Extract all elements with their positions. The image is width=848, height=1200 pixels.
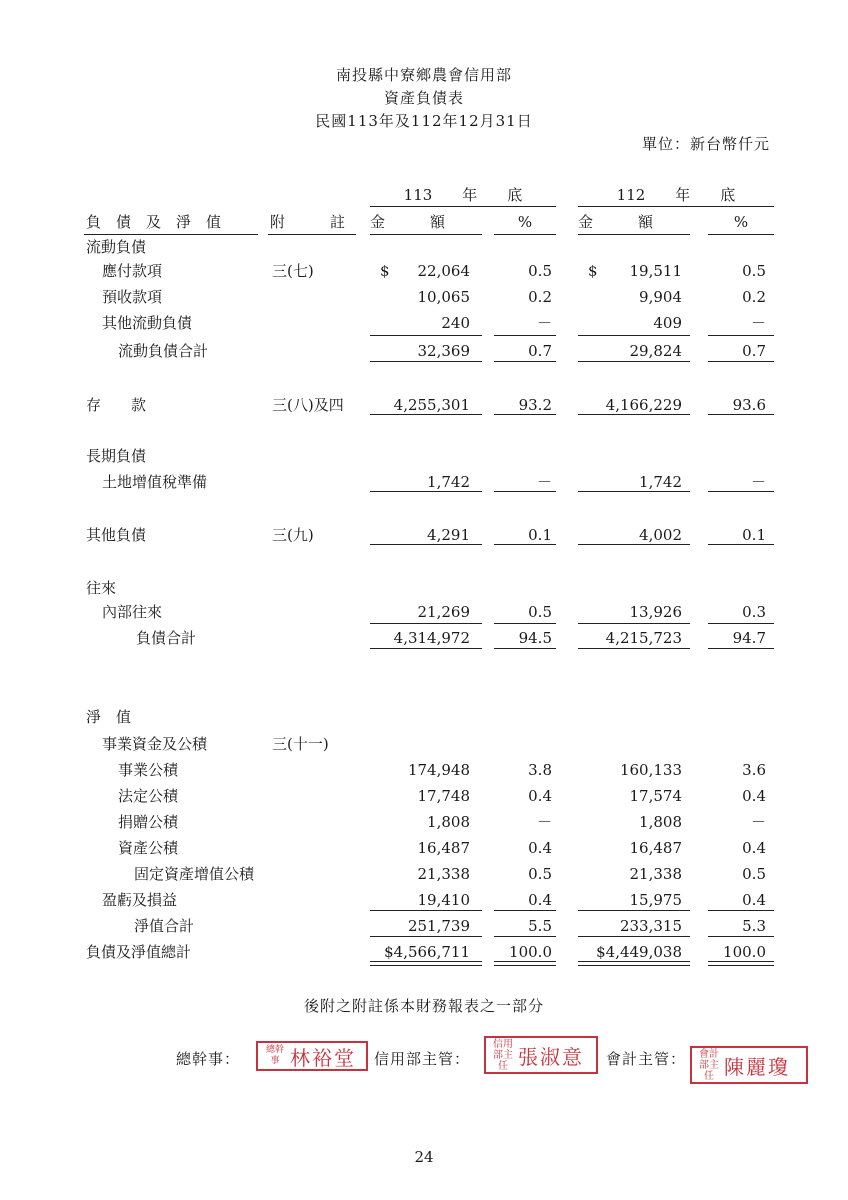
credit-head-label: 信用部主管： <box>374 1050 471 1068</box>
amount-112: 409 <box>653 314 682 332</box>
rule-equity-113-pct <box>494 910 556 911</box>
percent-113: 0.5 <box>528 262 552 280</box>
row-label: 資產公積 <box>118 839 179 857</box>
percent-113: 0.4 <box>528 891 552 909</box>
header-rule-note <box>268 234 356 235</box>
percent-113: 0.7 <box>528 342 552 360</box>
percent-113: 0.4 <box>528 839 552 857</box>
credit-head-name: 張淑意 <box>518 1044 584 1069</box>
row-label: 捐贈公積 <box>118 813 179 831</box>
rule-current-total-113-pct <box>494 361 556 362</box>
percent-112: 94.7 <box>732 629 766 647</box>
amount-112: 17,574 <box>629 787 682 805</box>
rule-other-113-pct <box>494 544 556 545</box>
rule-liab-total-112-pct <box>708 648 774 649</box>
accounting-head-label: 會計主管： <box>606 1050 687 1068</box>
row-label: 其他負債 <box>86 526 147 544</box>
rule-deposits-113 <box>370 414 482 415</box>
rule-current-total-112 <box>578 361 690 362</box>
rule-internal-113-pct <box>494 623 556 624</box>
amount-112: 233,315 <box>619 917 682 935</box>
credit-head-seal <box>484 1036 598 1074</box>
amount-113: 17,748 <box>417 787 470 805</box>
col-item-heading: 負 債 及 淨 值 <box>86 213 222 231</box>
double-rule-grand-113 <box>370 961 482 966</box>
rule-current-total-113 <box>370 361 482 362</box>
percent-113: 0.4 <box>528 787 552 805</box>
amount-112: 19,511 <box>629 262 682 280</box>
amount-112: 1,742 <box>639 473 682 491</box>
col-113-rule <box>370 206 556 207</box>
statement-title: 資產負債表 <box>383 89 464 107</box>
amount-112: $4,449,038 <box>596 943 682 961</box>
rule-liab-total-112 <box>578 648 690 649</box>
rule-liab-total-113-pct <box>494 648 556 649</box>
row-label: 流動負債 <box>86 238 147 256</box>
row-label: 預收款項 <box>102 288 163 306</box>
row-note: 三(十一) <box>272 735 329 753</box>
currency-symbol: $ <box>588 262 598 280</box>
amount-113: 174,948 <box>407 761 470 779</box>
col-112-pct-heading: % <box>733 213 749 231</box>
col-113-pct-heading: % <box>517 213 533 231</box>
amount-113: 22,064 <box>417 262 470 280</box>
row-note: 三(七) <box>272 262 314 280</box>
percent-113: 3.8 <box>528 761 552 779</box>
rule-equity-total-112 <box>578 936 690 937</box>
percent-112: － <box>750 813 766 831</box>
rule-other-113 <box>370 544 482 545</box>
percent-112: 0.7 <box>742 342 766 360</box>
header-rule-113-pct <box>494 234 556 235</box>
row-label: 淨 值 <box>86 708 132 726</box>
percent-113: － <box>536 813 552 831</box>
percent-112: 0.5 <box>742 262 766 280</box>
credit-head-seal-title: 信用部主任 <box>493 1038 513 1072</box>
unit-label: 單位：新台幣仟元 <box>641 135 770 153</box>
row-label: 往來 <box>86 579 117 597</box>
percent-113: 93.2 <box>518 396 552 414</box>
rule-ltl-112 <box>578 491 690 492</box>
rule-internal-112 <box>578 623 690 624</box>
row-label: 負債及淨值總計 <box>86 943 192 961</box>
header-rule-item <box>84 234 258 235</box>
col-note-heading: 附 註 <box>270 213 346 231</box>
amount-112: 29,824 <box>629 342 682 360</box>
row-note: 三(八)及四 <box>272 396 344 414</box>
row-label: 應付款項 <box>102 262 163 280</box>
amount-113: 1,742 <box>427 473 470 491</box>
accounting-head-name: 陳麗瓊 <box>724 1054 790 1079</box>
percent-113: 0.5 <box>528 865 552 883</box>
accounting-head-seal <box>690 1046 808 1084</box>
percent-112: 0.5 <box>742 865 766 883</box>
amount-113: 16,487 <box>417 839 470 857</box>
double-rule-grand-112-pct <box>708 961 774 966</box>
general-manager-label: 總幹事： <box>176 1050 241 1068</box>
rule-other-112-pct <box>708 544 774 545</box>
currency-symbol: $ <box>380 262 390 280</box>
row-label: 負債合計 <box>136 629 197 647</box>
percent-112: 0.4 <box>742 787 766 805</box>
row-label: 其他流動負債 <box>102 314 193 332</box>
amount-113: 21,269 <box>417 603 470 621</box>
row-label: 流動負債合計 <box>118 342 209 360</box>
col-112-amount-heading: 金 額 <box>578 213 654 231</box>
row-label: 事業資金及公積 <box>102 735 208 753</box>
amount-112: 4,166,229 <box>605 396 682 414</box>
amount-113: 19,410 <box>417 891 470 909</box>
amount-113: 4,255,301 <box>393 396 470 414</box>
percent-112: 0.2 <box>742 288 766 306</box>
amount-113: 21,338 <box>417 865 470 883</box>
col-113-amount-heading: 金 額 <box>370 213 446 231</box>
header-rule-112-amt <box>578 234 690 235</box>
col-112-heading: 112 年 底 <box>616 186 736 204</box>
amount-112: 16,487 <box>629 839 682 857</box>
amount-113: 4,314,972 <box>393 629 470 647</box>
amount-113: $4,566,711 <box>384 943 470 961</box>
row-note: 三(九) <box>272 526 314 544</box>
percent-112: － <box>750 314 766 332</box>
amount-113: 4,291 <box>427 526 470 544</box>
general-manager-name: 林裕堂 <box>290 1045 356 1070</box>
amount-112: 160,133 <box>619 761 682 779</box>
general-manager-seal <box>256 1041 368 1071</box>
percent-113: 5.5 <box>528 917 552 935</box>
percent-112: 100.0 <box>723 943 766 961</box>
percent-113: 94.5 <box>518 629 552 647</box>
percent-112: 3.6 <box>742 761 766 779</box>
col-112-rule <box>578 206 774 207</box>
rule-equity-112 <box>578 910 690 911</box>
rule-equity-total-113-pct <box>494 936 556 937</box>
percent-113: 0.5 <box>528 603 552 621</box>
row-label: 事業公積 <box>118 761 179 779</box>
row-label: 存 款 <box>86 396 147 414</box>
percent-112: 0.1 <box>742 526 766 544</box>
row-label: 盈虧及損益 <box>102 891 178 909</box>
percent-112: 5.3 <box>742 917 766 935</box>
rule-internal-112-pct <box>708 623 774 624</box>
rule-ltl-112-pct <box>708 491 774 492</box>
row-label: 內部往來 <box>102 603 163 621</box>
general-manager-seal-title: 總幹事 <box>265 1045 284 1066</box>
rule-ltl-113 <box>370 491 482 492</box>
accounting-head-seal-title: 會計部主任 <box>699 1048 719 1082</box>
percent-113: － <box>536 314 552 332</box>
amount-112: 15,975 <box>629 891 682 909</box>
rule-current-112-pct <box>708 335 774 336</box>
page-number: 24 <box>414 1148 434 1166</box>
amount-113: 251,739 <box>407 917 470 935</box>
header-rule-113-amt <box>370 234 482 235</box>
row-label: 法定公積 <box>118 787 179 805</box>
amount-112: 21,338 <box>629 865 682 883</box>
percent-112: 0.4 <box>742 891 766 909</box>
amount-113: 10,065 <box>417 288 470 306</box>
header-rule-112-pct <box>708 234 774 235</box>
rule-liab-total-113 <box>370 648 482 649</box>
row-label: 土地增值稅準備 <box>102 473 208 491</box>
percent-112: 0.4 <box>742 839 766 857</box>
rule-current-112 <box>578 335 690 336</box>
row-label: 長期負債 <box>86 447 147 465</box>
amount-112: 13,926 <box>629 603 682 621</box>
amount-113: 32,369 <box>417 342 470 360</box>
rule-deposits-113-pct <box>494 414 556 415</box>
percent-113: 0.2 <box>528 288 552 306</box>
percent-113: － <box>536 473 552 491</box>
percent-112: 0.3 <box>742 603 766 621</box>
rule-equity-total-113 <box>370 936 482 937</box>
rule-equity-112-pct <box>708 910 774 911</box>
rule-equity-113 <box>370 910 482 911</box>
footnote: 後附之附註係本財務報表之一部分 <box>303 997 544 1015</box>
rule-other-112 <box>578 544 690 545</box>
rule-internal-113 <box>370 623 482 624</box>
double-rule-grand-113-pct <box>494 961 556 966</box>
percent-113: 0.1 <box>528 526 552 544</box>
amount-112: 9,904 <box>639 288 682 306</box>
row-label: 淨值合計 <box>134 917 195 935</box>
double-rule-grand-112 <box>578 961 690 966</box>
percent-112: 93.6 <box>732 396 766 414</box>
rule-deposits-112-pct <box>708 414 774 415</box>
rule-equity-total-112-pct <box>708 936 774 937</box>
amount-113: 1,808 <box>427 813 470 831</box>
rule-deposits-112 <box>578 414 690 415</box>
org-name: 南投縣中寮鄉農會信用部 <box>335 66 512 84</box>
statement-period: 民國113年及112年12月31日 <box>315 112 533 130</box>
col-113-heading: 113 年 底 <box>403 186 523 204</box>
rule-current-total-112-pct <box>708 361 774 362</box>
rule-current-113 <box>370 335 482 336</box>
row-label: 固定資產增值公積 <box>134 865 255 883</box>
amount-112: 4,002 <box>639 526 682 544</box>
rule-current-113-pct <box>494 335 556 336</box>
percent-112: － <box>750 473 766 491</box>
amount-113: 240 <box>441 314 470 332</box>
amount-112: 4,215,723 <box>605 629 682 647</box>
percent-113: 100.0 <box>509 943 552 961</box>
rule-ltl-113-pct <box>494 491 556 492</box>
amount-112: 1,808 <box>639 813 682 831</box>
